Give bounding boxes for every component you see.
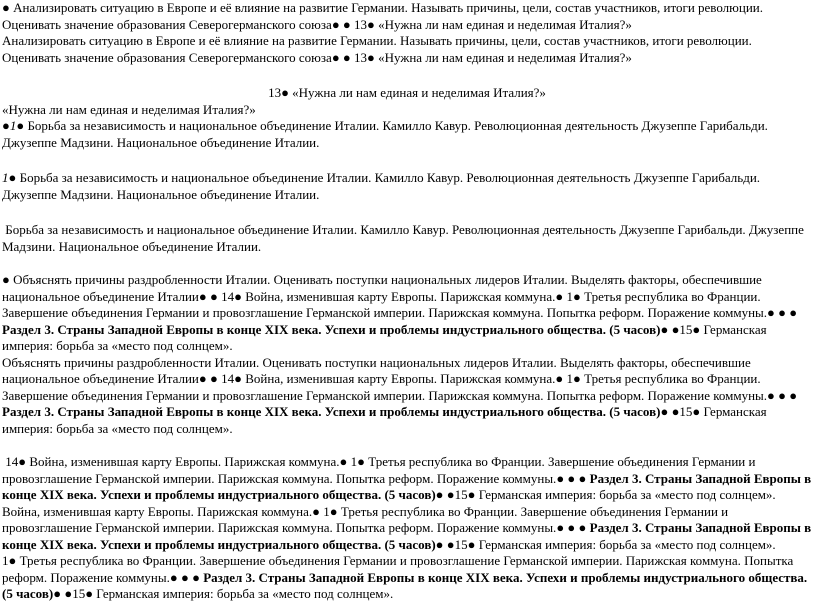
bullet-icon: ●: [192, 569, 200, 585]
paragraph-7: Борьба за независимость и национальное объединение Италии. Камилло Кавур. Революционная деятельность Джузеппе Гарибальди. Джузеппе Мадзини. Национальное объединение Италии.: [2, 222, 804, 254]
bullet-icon: ●: [567, 470, 576, 486]
bullet-icon: ●: [8, 170, 17, 185]
bullet-icon: ●: [578, 470, 587, 486]
bullet-icon: ●: [660, 321, 669, 337]
bullet-icon: ●: [692, 404, 701, 419]
bullet-icon: ●: [556, 470, 565, 486]
section-heading: Раздел 3. Страны Западной Европы в конце XIX века. Успехи и проблемы индустриального общества. (5 часов): [2, 470, 812, 502]
bullet-icon: ●: [555, 371, 564, 386]
bullet-icon: ●: [2, 272, 10, 287]
bullet-icon: ●: [234, 288, 242, 304]
paragraph-9: Объяснять причины раздробленности Италии. Оценивать поступки национальных лидеров Италии. Выделять факторы, обеспечившие национальное объединение Италии● ● 14● Война, изменившая карту Европы. Парижская коммуна.● 1● Третья республика во Франции. Завершение объединения Германии и провозглашение Германской империи. Парижская коммуна. Попытка реформ. Поражение коммуны.● ● ● Раздел 3. Страны Западной Европы в конце XIX века. Успехи и проблемы индустриального общества. (5 часов)● ●15● Германская империя: борьба за «место под солнцем».: [2, 354, 798, 436]
bullet-icon: ●: [342, 49, 351, 65]
paragraph-11: Война, изменившая карту Европы. Парижская коммуна.● 1● Третья республика во Франции. Завершение объединения Германии и провозглашение Германской империи. Парижская коммуна. Попытка реформ. Поражение коммуны.● ● ● Раздел 3. Страны Западной Европы в конце XIX века. Успехи и проблемы индустриального общества. (5 часов)● ●15● Германская империя: борьба за «место под солнцем».: [2, 503, 812, 552]
bullet-icon: ●: [2, 118, 10, 133]
paragraph-8: ● Объяснять причины раздробленности Италии. Оценивать поступки национальных лидеров Италии. Выделять факторы, обеспечившие национальное объединение Италии● ● 14● Война, изменившая карту Европы. Парижская коммуна.● 1● Третья республика во Франции. Завершение объединения Германии и провозглашение Германской империи. Парижская коммуна. Попытка реформ. Поражение коммуны.● ● ● Раздел 3. Страны Западной Европы в конце XIX века. Успехи и проблемы индустриального общества. (5 часов)● ●15● Германская империя: борьба за «место под солнцем».: [2, 272, 798, 353]
bullet-icon: ●: [210, 288, 218, 304]
bullet-icon: ●: [789, 305, 798, 320]
bullet-icon: ●: [467, 536, 476, 552]
bullet-icon: ●: [312, 503, 321, 519]
section-heading: Раздел 3. Страны Западной Европы в конце XIX века. Успехи и проблемы индустриального общества. (5 часов): [2, 520, 812, 552]
bullet-icon: ●: [555, 288, 564, 304]
bullet-icon: ●: [180, 569, 189, 585]
bullet-icon: ●: [435, 487, 444, 502]
bullet-icon: ●: [778, 387, 786, 403]
bullet-icon: ●: [198, 288, 207, 304]
bullet-icon: ●: [357, 454, 365, 469]
bullet-icon: ●: [578, 520, 587, 535]
bullet-icon: ●: [367, 16, 375, 32]
paragraph-12: 1● Третья республика во Франции. Завершение объединения Германии и провозглашение Германской империи. Парижская коммуна. Попытка реформ. Поражение коммуны.● ● ● Раздел 3. Страны Западной Европы в конце XIX века. Успехи и проблемы индустриального общества. (5 часов)● ●15● Германская империя: борьба за «место под солнцем».: [2, 553, 808, 601]
paragraph-4: «Нужна ли нам единая и неделимая Италия?»: [2, 101, 256, 117]
bullet-icon: ●: [281, 85, 289, 100]
bullet-icon: ●: [671, 404, 680, 419]
paragraph-1: ● Анализировать ситуацию в Европе и её влияние на развитие Германии. Называть причины, цели, состав участников, итоги революции. Оценивать значение образования Северогерманского союза● ● 13● «Нужна ли нам единая и неделимая Италия?»: [2, 0, 763, 32]
bullet-icon: ●: [53, 586, 62, 601]
bullet-icon: ●: [8, 553, 17, 568]
bullet-icon: ●: [467, 487, 476, 502]
bullet-icon: ●: [331, 49, 340, 65]
section-heading: Раздел 3. Страны Западной Европы в конце XIX века. Успехи и проблемы индустриального общества. (5 часов): [2, 569, 808, 601]
bullet-icon: ●: [692, 321, 701, 337]
bullet-icon: ●: [573, 288, 581, 304]
bullet-icon: ●: [342, 16, 351, 32]
bullet-icon: ●: [435, 536, 444, 552]
bullet-icon: ●: [778, 305, 786, 320]
bullet-icon: ●: [85, 586, 94, 601]
bullet-icon: ●: [671, 321, 680, 337]
section-heading: Раздел 3. Страны Западной Европы в конце XIX века. Успехи и проблемы индустриального общества. (5 часов): [2, 404, 661, 419]
paragraph-2: Анализировать ситуацию в Европе и её влияние на развитие Германии. Называть причины, цели, состав участников, итоги революции. Оценивать значение образования Северогерманского союза● ● 13● «Нужна ли нам единая и неделимая Италия?»: [2, 33, 752, 65]
bullet-icon: ●: [331, 16, 340, 32]
paragraph-6: 1● Борьба за независимость и национальное объединение Италии. Камилло Кавур. Революционная деятельность Джузеппе Гарибальди. Джузеппе Мадзини. Национальное объединение Италии.: [2, 170, 761, 202]
bullet-icon: ●: [446, 487, 455, 502]
bullet-icon: ●: [367, 49, 375, 65]
bullet-icon: ●: [339, 454, 348, 469]
bullet-icon: ●: [556, 520, 565, 535]
bullet-icon: ●: [169, 569, 178, 585]
bullet-icon: ●: [767, 305, 775, 320]
bullet-icon: ●: [573, 371, 581, 386]
bullet-icon: ●: [210, 371, 218, 386]
bullet-icon: ●: [64, 586, 73, 601]
bullet-icon: ●: [2, 0, 10, 15]
bullet-icon: ●: [16, 118, 25, 133]
bullet-icon: ●: [329, 503, 338, 519]
section-heading: Раздел 3. Страны Западной Европы в конце XIX века. Успехи и проблемы индустриального общества. (5 часов): [2, 321, 661, 337]
bullet-icon: ●: [234, 371, 242, 386]
bullet-icon: ●: [567, 520, 576, 535]
paragraph-10: 14● Война, изменившая карту Европы. Парижская коммуна.● 1● Третья республика во Франции. Завершение объединения Германии и провозглашение Германской империи. Парижская коммуна. Попытка реформ. Поражение коммуны.● ● ● Раздел 3. Страны Западной Европы в конце XIX века. Успехи и проблемы индустриального общества. (5 часов)● ●15● Германская империя: борьба за «место под солнцем».: [2, 454, 812, 502]
bullet-icon: ●: [660, 404, 669, 419]
bullet-icon: ●: [789, 387, 798, 403]
bullet-icon: ●: [198, 371, 207, 386]
paragraph-3: 13● «Нужна ли нам единая и неделимая Италия?»: [268, 85, 546, 100]
bullet-icon: ●: [18, 454, 27, 469]
bullet-icon: ●: [767, 387, 775, 403]
paragraph-5: ●1● Борьба за независимость и национальное объединение Италии. Камилло Кавур. Революционная деятельность Джузеппе Гарибальди. Джузеппе Мадзини. Национальное объединение Италии.: [2, 118, 768, 150]
bullet-icon: ●: [446, 536, 455, 552]
